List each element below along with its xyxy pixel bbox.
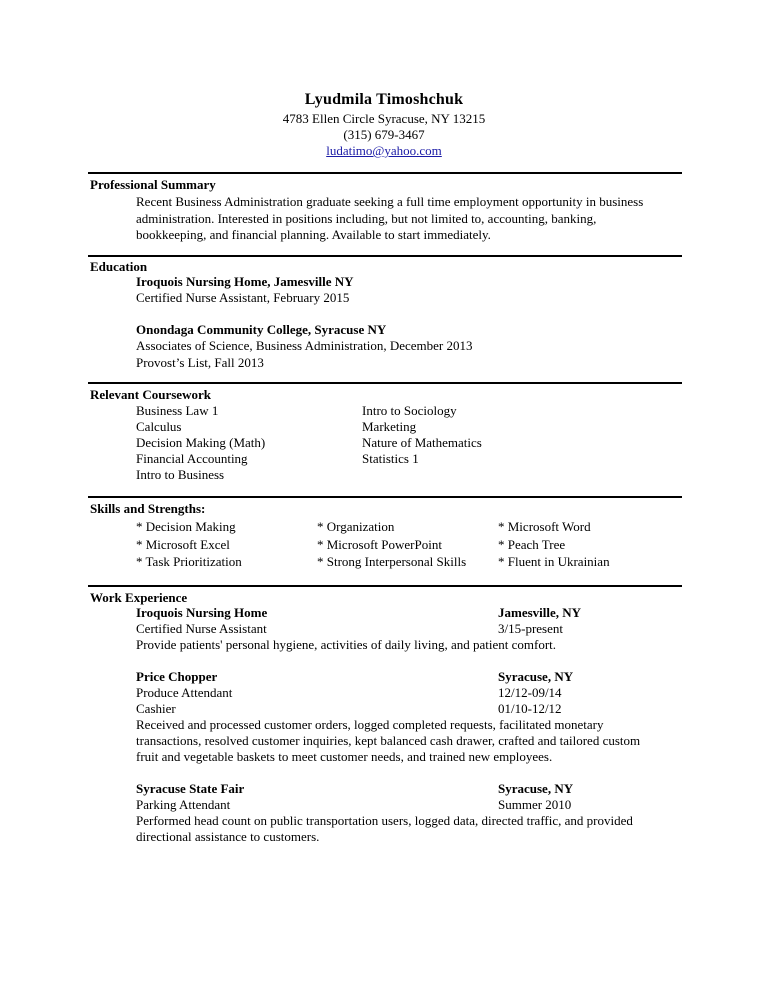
job-location: Jamesville, NY [498, 605, 582, 620]
course-item: Business Law 1 [136, 403, 219, 418]
section-divider [88, 255, 682, 257]
coursework-title: Relevant Coursework [90, 387, 211, 402]
summary-line: bookkeeping, and financial planning. Available to start immediately. [136, 227, 491, 242]
education-title: Education [90, 259, 148, 274]
job-title: Parking Attendant [136, 797, 231, 812]
course-item: Decision Making (Math) [136, 435, 266, 450]
email-link[interactable]: ludatimo@yahoo.com [326, 143, 442, 158]
course-item: Marketing [362, 419, 417, 434]
section-divider [88, 382, 682, 384]
section-divider [88, 172, 682, 174]
phone: (315) 679-3467 [343, 127, 425, 142]
address: 4783 Ellen Circle Syracuse, NY 13215 [282, 111, 486, 126]
job-title: Cashier [136, 701, 176, 716]
skills-title: Skills and Strengths: [90, 501, 206, 516]
job-description: Received and processed customer orders, logged completed requests, facilitated monetary [136, 717, 604, 732]
skill-item: * Microsoft PowerPoint [317, 537, 442, 552]
job-description: fruit and vegetable baskets to meet customer needs, and trained new employees. [136, 749, 553, 764]
course-item: Intro to Business [136, 467, 225, 482]
section-divider [88, 585, 682, 587]
job-employer: Iroquois Nursing Home [136, 605, 268, 620]
job-employer: Price Chopper [136, 669, 218, 684]
job-dates: 12/12-09/14 [498, 685, 562, 700]
course-item: Statistics 1 [362, 451, 419, 466]
education-school: Iroquois Nursing Home, Jamesville NY [136, 274, 354, 289]
summary-line: administration. Interested in positions including, but not limited to, accounting, banking, [136, 211, 597, 226]
candidate-name: Lyudmila Timoshchuk [304, 91, 464, 108]
course-item: Nature of Mathematics [362, 435, 482, 450]
job-description: Provide patients' personal hygiene, activities of daily living, and patient comfort. [136, 637, 557, 652]
course-item: Calculus [136, 419, 182, 434]
job-title: Produce Attendant [136, 685, 233, 700]
job-description: transactions, resolved customer inquiries, kept balanced cash drawer, crafted and tailored custom [136, 733, 641, 748]
education-detail: Provost’s List, Fall 2013 [136, 355, 264, 370]
job-location: Syracuse, NY [498, 781, 574, 796]
job-description: directional assistance to customers. [136, 829, 320, 844]
course-item: Intro to Sociology [362, 403, 457, 418]
skill-item: * Microsoft Excel [136, 537, 230, 552]
job-title: Certified Nurse Assistant [136, 621, 267, 636]
course-item: Financial Accounting [136, 451, 248, 466]
job-employer: Syracuse State Fair [136, 781, 245, 796]
job-description: Performed head count on public transportation users, logged data, directed traffic, and provided [136, 813, 633, 828]
skill-item: * Strong Interpersonal Skills [317, 554, 467, 569]
education-school: Onondaga Community College, Syracuse NY [136, 322, 387, 337]
skill-item: * Task Prioritization [136, 554, 242, 569]
job-dates: Summer 2010 [498, 797, 572, 812]
job-dates: 3/15-present [498, 621, 563, 636]
job-dates: 01/10-12/12 [498, 701, 562, 716]
summary-line: Recent Business Administration graduate seeking a full time employment opportunity in business [136, 194, 644, 209]
skill-item: * Peach Tree [498, 537, 566, 552]
experience-title: Work Experience [90, 590, 188, 605]
skill-item: * Organization [317, 519, 395, 534]
job-location: Syracuse, NY [498, 669, 574, 684]
summary-title: Professional Summary [90, 177, 216, 192]
education-detail: Certified Nurse Assistant, February 2015 [136, 290, 350, 305]
skill-item: * Microsoft Word [498, 519, 591, 534]
education-detail: Associates of Science, Business Administration, December 2013 [136, 338, 473, 353]
skill-item: * Fluent in Ukrainian [498, 554, 610, 569]
section-divider [88, 496, 682, 498]
skill-item: * Decision Making [136, 519, 236, 534]
